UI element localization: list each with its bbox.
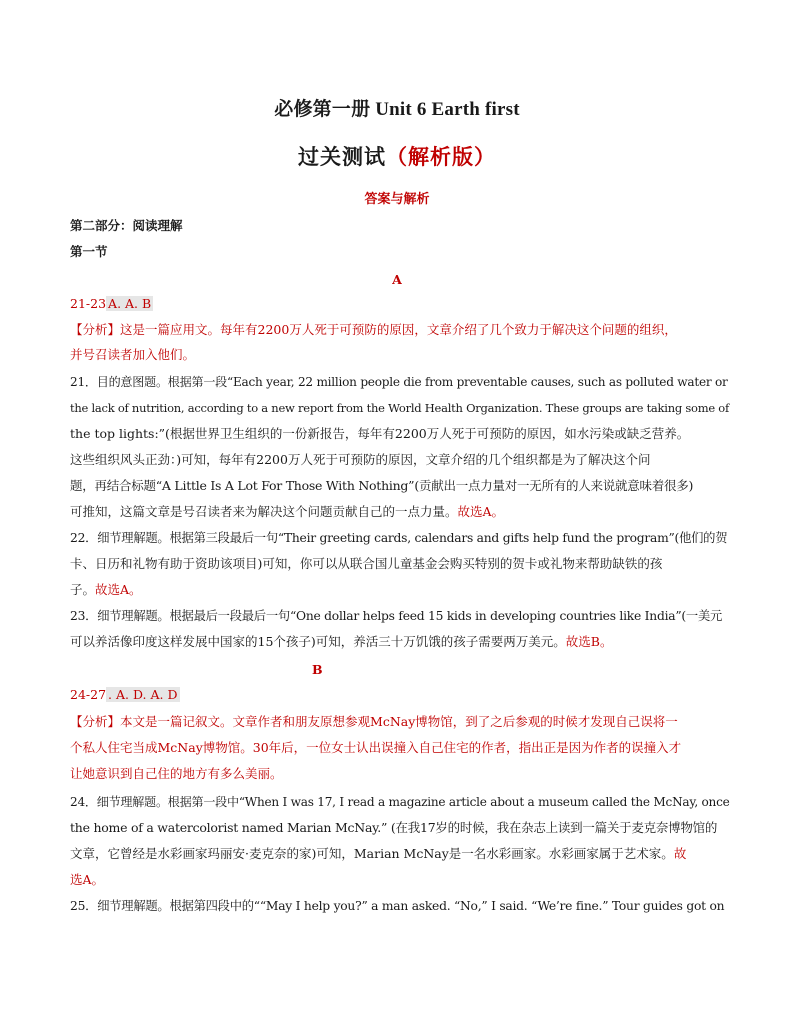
q21-text: 可推知，这篇文章是号召读者来为解决这个问题贡献自己的一点力量。 <box>70 504 458 519</box>
q22-line: 卡、日历和礼物有助于资助该项目)可知，你可以从联合国儿童基金会购买特别的贺卡或礼物来帮助缺铁的孩 <box>70 556 663 571</box>
passage-a-analysis-cont: 并号召读者加入他们。 <box>70 347 196 362</box>
passage-b-range: 24-27 <box>70 687 107 702</box>
q21-line-last <box>70 504 730 520</box>
analysis-tag: 【分析】 <box>70 714 121 729</box>
q22-choice: 故选A。 <box>95 582 142 597</box>
q21-line: the top lights:”(根据世界卫生组织的一份新报告，每年有2200万人死于可预防的原因，如水污染或缺乏营养。 <box>70 426 690 441</box>
q21-line: 21．目的意图题。根据第一段“Each year, 22 million people die from preventable causes, such as polluted water or <box>70 375 728 389</box>
passage-b-answers <box>70 687 730 703</box>
q21-line: 这些组织风头正劲：)可知，每年有2200万人死于可预防的原因，文章介绍的几个组织都是为了解决这个问 <box>70 452 651 467</box>
section-node: 第一节 <box>70 244 108 259</box>
passage-b-analysis <box>70 714 730 730</box>
q21-line: the lack of nutrition, according to a new report from the World Health Organization. These groups are taking some of <box>70 401 729 415</box>
passage-a-range: 21-23 <box>70 296 107 311</box>
q24-text: 文章，它曾经是水彩画家玛丽安·麦克奈的家)可知，Marian McNay是一名水彩画家。水彩画家属于艺术家。 <box>70 846 674 861</box>
q24-line: 24．细节理解题。根据第一段中“When I was 17, I read a magazine article about a museum called the McNay, once <box>70 795 730 809</box>
q21-choice: 故选A。 <box>457 504 505 519</box>
passage-a-answer-key: A. A. B <box>108 296 152 311</box>
q22-text: 子。 <box>70 582 96 597</box>
passage-b-analysis-cont: 让她意识到自己住的地方有多么美丽。 <box>70 766 283 781</box>
q21-line: 题，再结合标题“A Little Is A Lot For Those With Nothing”(贡献出一点力量对一无所有的人来说就意味着很多) <box>70 478 694 493</box>
q23-line: 23．细节理解题。根据最后一段最后一句“One dollar helps feed 15 kids in developing countries like India”(一美元 <box>70 609 723 623</box>
passage-b-answer-key: . A. D. A. D <box>108 687 178 702</box>
q24-choice-end: 选A。 <box>70 872 105 887</box>
passage-a-analysis <box>70 322 730 338</box>
passage-a-answers <box>70 296 730 312</box>
section-part: 第二部分：阅读理解 <box>70 218 183 233</box>
q24-line <box>70 846 730 862</box>
passage-b-label: B <box>312 662 323 677</box>
answers-heading: 答案与解析 <box>364 191 430 206</box>
q23-choice: 故选B。 <box>565 634 613 649</box>
q23-line-last <box>70 634 730 650</box>
document-subtitle <box>0 141 794 171</box>
subtitle-main: 过关测试 <box>298 145 386 169</box>
passage-a-label: A <box>392 272 402 287</box>
q25-line: 25．细节理解题。根据第四段中的““May I help you?” a man asked. “No,” I said. “We’re fine.” Tour guides got on <box>70 899 725 913</box>
document-title: 必修第一册 Unit 6 Earth first <box>274 99 520 120</box>
q23-text: 可以养活像印度这样发展中国家的15个孩子)可知，养活三十万饥饿的孩子需要两万美元。 <box>70 634 566 649</box>
subtitle-paren: （解析版） <box>386 145 496 169</box>
q24-line: the home of a watercolorist named Marian McNay.” (在我17岁的时候，我在杂志上读到一篇关于麦克奈博物馆的 <box>70 820 718 835</box>
passage-b-analysis-cont: 个私人住宅当成McNay博物馆。30年后，一位女士认出误撞入自己住宅的作者，指出正是因为作者的误撞入才 <box>70 740 682 755</box>
analysis-tag: 【分析】 <box>70 322 121 337</box>
q22-line-last <box>70 582 730 598</box>
analysis-text: 这是一篇应用文。每年有2200万人死于可预防的原因，文章介绍了几个致力于解决这个问题的组织， <box>120 322 677 337</box>
q24-choice-start: 故 <box>673 846 687 861</box>
analysis-text: 本文是一篇记叙文。文章作者和朋友原想参观McNay博物馆，到了之后参观的时候才发现自己误将一 <box>120 714 678 729</box>
q22-line: 22．细节理解题。根据第三段最后一句“Their greeting cards, calendars and gifts help fund the program”(他们的贺 <box>70 531 728 545</box>
